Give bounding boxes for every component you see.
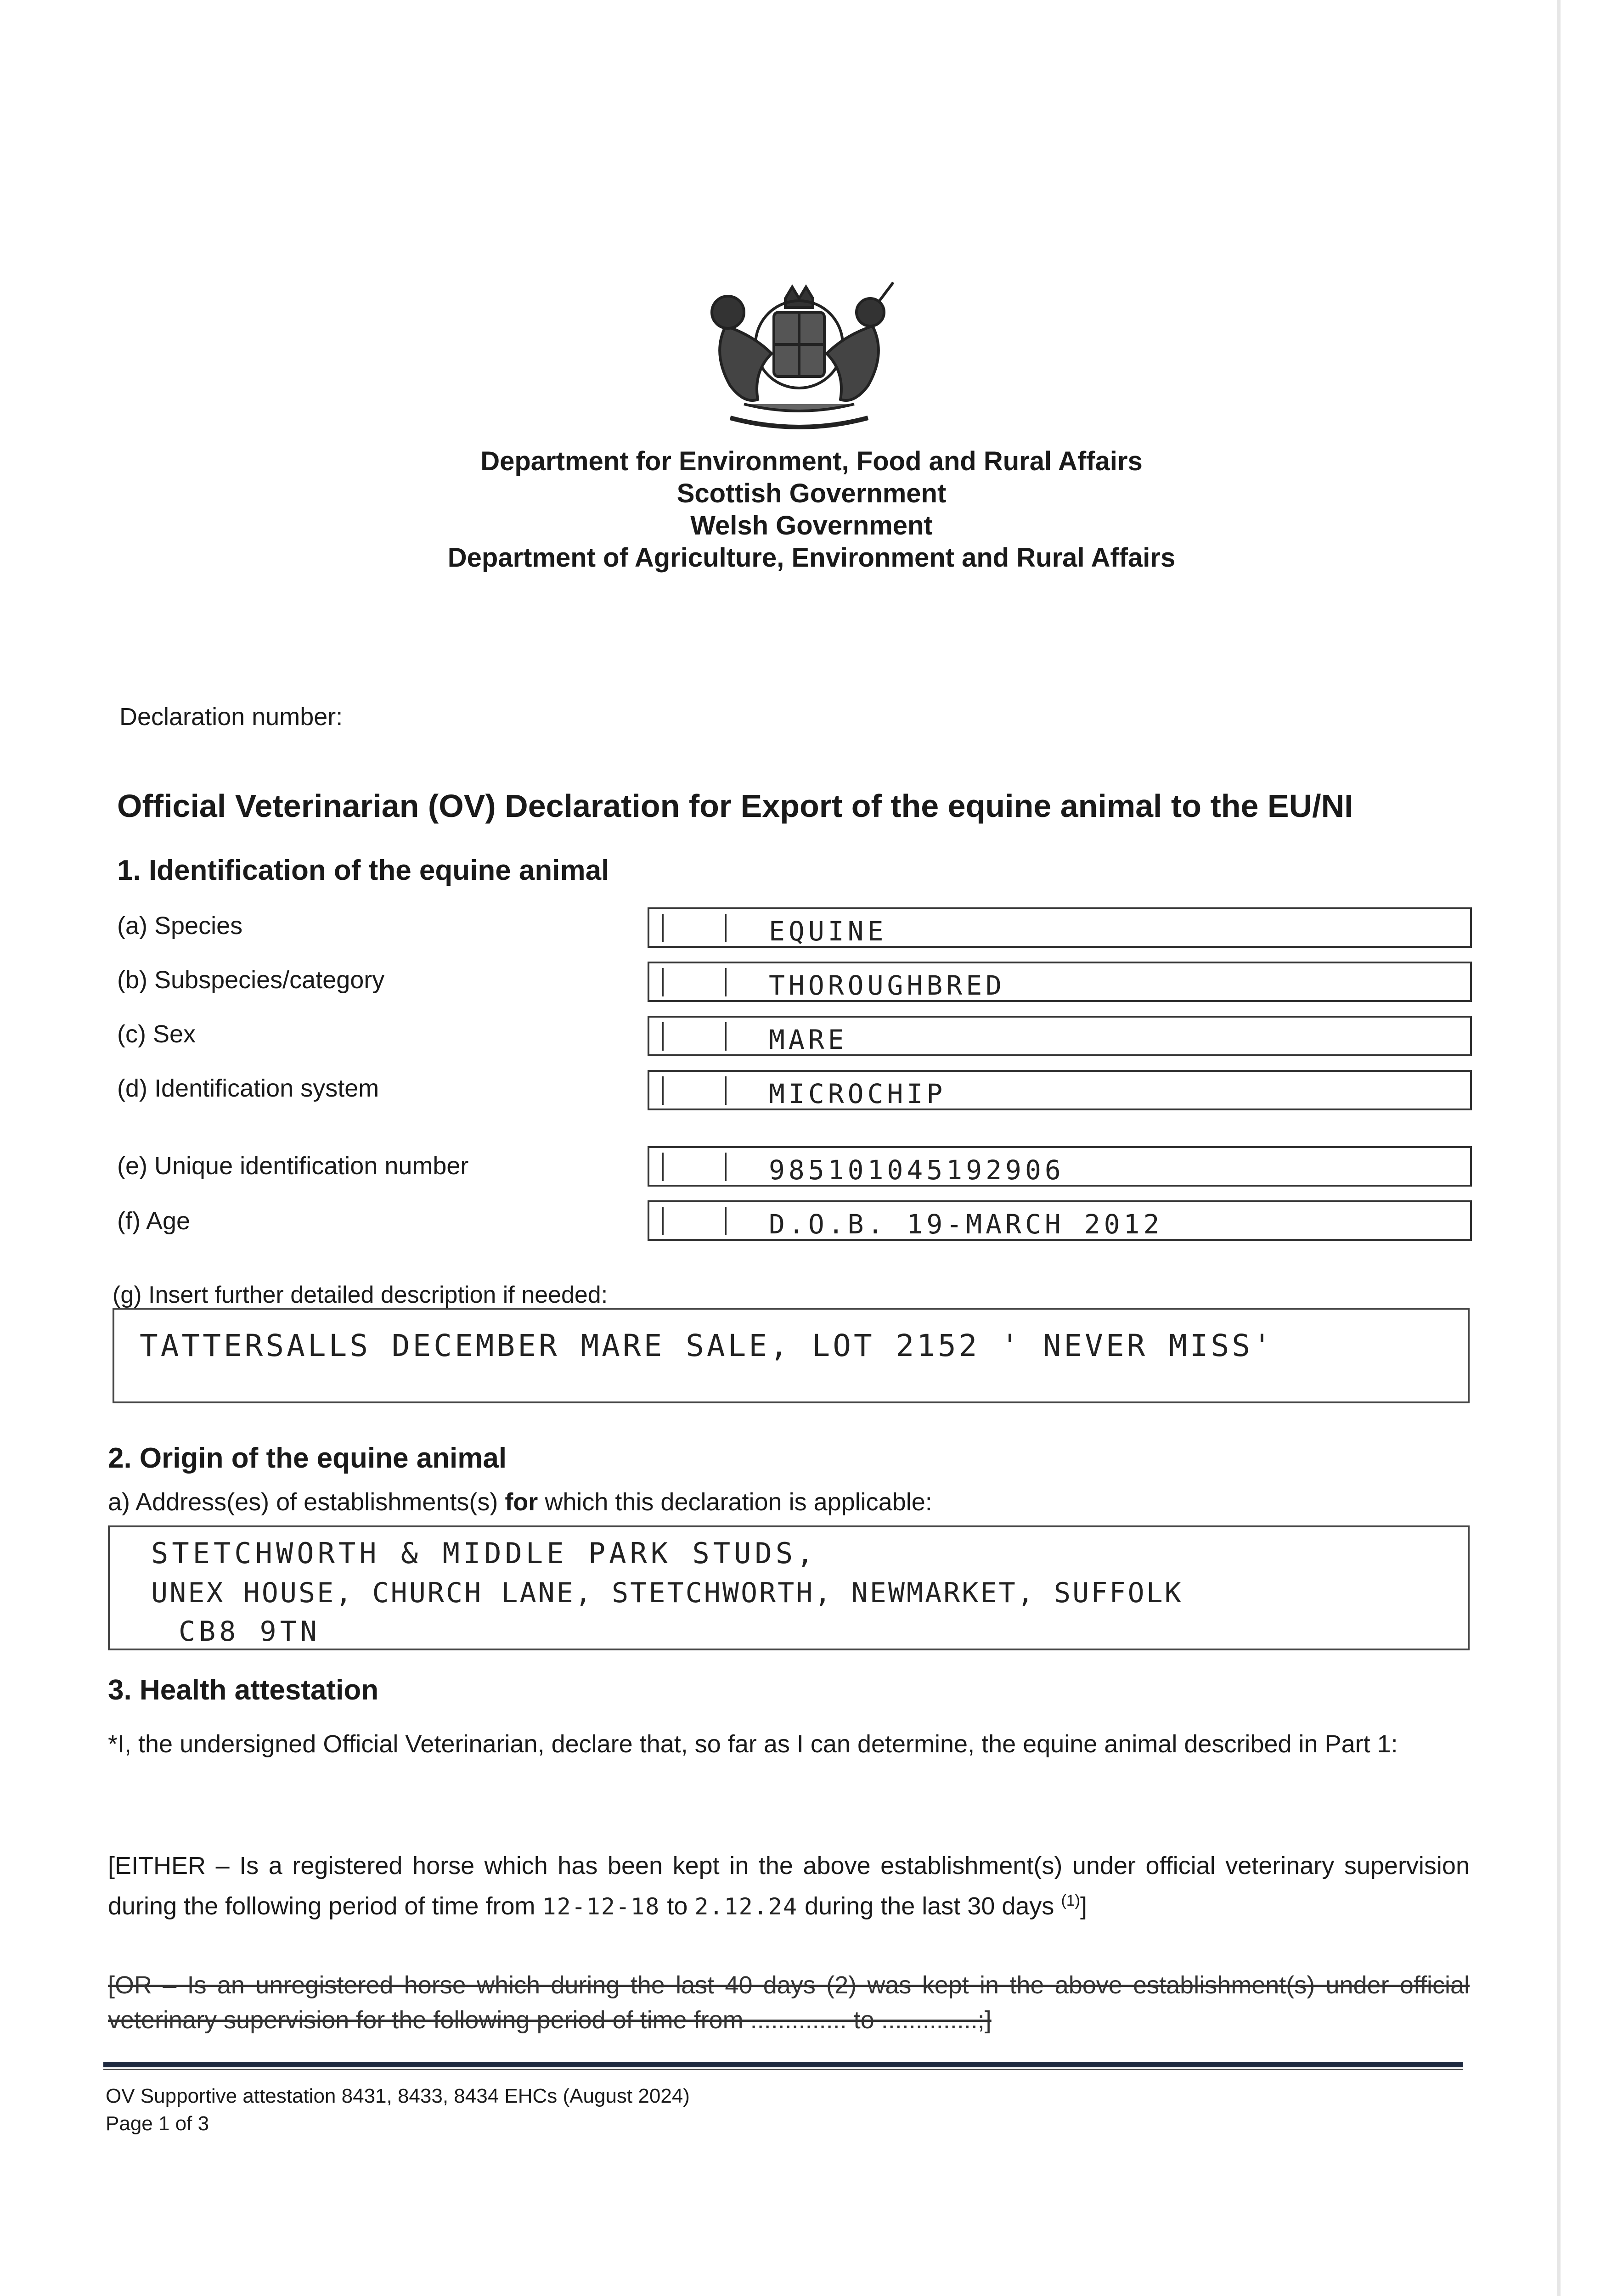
either-from-date: 12-12-18 xyxy=(542,1893,660,1920)
either-to-date: 2.12.24 xyxy=(694,1893,798,1920)
department-welsh-government: Welsh Government xyxy=(690,511,933,540)
field-divider xyxy=(662,1153,664,1181)
department-daera: Department of Agriculture, Environment and Rural Affairs xyxy=(447,543,1176,573)
address-line-3: CB8 9TN xyxy=(179,1615,321,1648)
field-divider xyxy=(725,1153,727,1181)
subspecies-value: THOROUGHBRED xyxy=(769,970,1006,1001)
either-text-end: during the last 30 days xyxy=(798,1892,1061,1920)
description-label: (g) Insert further detailed description if needed: xyxy=(113,1282,608,1308)
species-label: (a) Species xyxy=(117,912,243,940)
field-divider xyxy=(662,968,664,996)
description-value: TATTERSALLS DECEMBER MARE SALE, LOT 2152 ' NEVER MISS' xyxy=(140,1328,1274,1363)
subspecies-label: (b) Subspecies/category xyxy=(117,966,385,994)
description-field[interactable] xyxy=(113,1308,1470,1403)
unique-id-field[interactable] xyxy=(648,1146,1472,1187)
address-line-2: UNEX HOUSE, CHURCH LANE, STETCHWORTH, NEWMARKET, SUFFOLK xyxy=(151,1577,1183,1609)
or-clause-struck: [OR – Is an unregistered horse which during the last 40 days (2) was kept in the above establishment(s) under official veterinary supervision for the following period of time from .............. to ..............;] xyxy=(108,1971,1470,2034)
identification-system-value: MICROCHIP xyxy=(769,1078,947,1109)
identification-system-label: (d) Identification system xyxy=(117,1075,379,1102)
address-line-1: STETCHWORTH & MIDDLE PARK STUDS, xyxy=(151,1536,817,1570)
address-label-bold: for xyxy=(505,1488,538,1516)
attestation-intro: *I, the undersigned Official Veterinarian, declare that, so far as I can determine, the equine animal described in Part 1: xyxy=(108,1730,1398,1758)
identification-system-field[interactable] xyxy=(648,1070,1472,1110)
unique-id-value: 985101045192906 xyxy=(769,1154,1065,1186)
field-divider xyxy=(662,1076,664,1105)
age-value: D.O.B. 19-MARCH 2012 xyxy=(769,1209,1163,1240)
field-divider xyxy=(725,1022,727,1051)
sex-label: (c) Sex xyxy=(117,1020,196,1048)
field-divider xyxy=(662,1022,664,1051)
sex-value: MARE xyxy=(769,1024,848,1055)
footnote-ref-1: (1) xyxy=(1061,1892,1080,1909)
department-scottish-government: Scottish Government xyxy=(676,478,947,508)
section-1-heading: 1. Identification of the equine animal xyxy=(117,855,609,886)
royal-coat-of-arms-icon xyxy=(698,280,900,445)
unique-id-label: (e) Unique identification number xyxy=(117,1152,469,1180)
subspecies-field[interactable] xyxy=(648,962,1472,1002)
page-number: Page 1 of 3 xyxy=(106,2112,209,2135)
age-label: (f) Age xyxy=(117,1207,191,1235)
address-field[interactable] xyxy=(108,1525,1470,1650)
species-value: EQUINE xyxy=(769,916,887,947)
field-divider xyxy=(662,1207,664,1235)
address-label-part: which this declaration is applicable: xyxy=(538,1488,932,1516)
section-3-heading: 3. Health attestation xyxy=(108,1674,379,1706)
field-divider xyxy=(725,1076,727,1105)
either-text: [EITHER – Is a registered horse which has been kept in the above establishment(s) under official veterinary supervision during the following period of time from xyxy=(108,1852,1470,1920)
either-to-word: to xyxy=(660,1892,695,1920)
page-title: Official Veterinarian (OV) Declaration for Export of the equine animal to the EU/NI xyxy=(117,788,1353,824)
field-divider xyxy=(662,914,664,942)
department-defra: Department for Environment, Food and Rural Affairs xyxy=(480,446,1143,476)
footer-rule xyxy=(103,2062,1463,2067)
address-label-part: a) Address(es) of establishments(s) xyxy=(108,1488,505,1516)
footer-attestation: OV Supportive attestation 8431, 8433, 8434 EHCs (August 2024) xyxy=(106,2085,690,2107)
section-2-heading: 2. Origin of the equine animal xyxy=(108,1442,507,1474)
sex-field[interactable] xyxy=(648,1016,1472,1056)
declaration-number-label: Declaration number: xyxy=(119,703,343,731)
field-divider xyxy=(725,968,727,996)
scan-edge-shadow xyxy=(1557,0,1561,2296)
footer-rule-shadow xyxy=(103,2069,1463,2070)
age-field[interactable] xyxy=(648,1200,1472,1241)
field-divider xyxy=(725,914,727,942)
either-bracket: ] xyxy=(1080,1892,1088,1920)
address-label xyxy=(108,1488,932,1516)
either-clause xyxy=(108,1848,1470,1924)
species-field[interactable] xyxy=(648,907,1472,948)
field-divider xyxy=(725,1207,727,1235)
